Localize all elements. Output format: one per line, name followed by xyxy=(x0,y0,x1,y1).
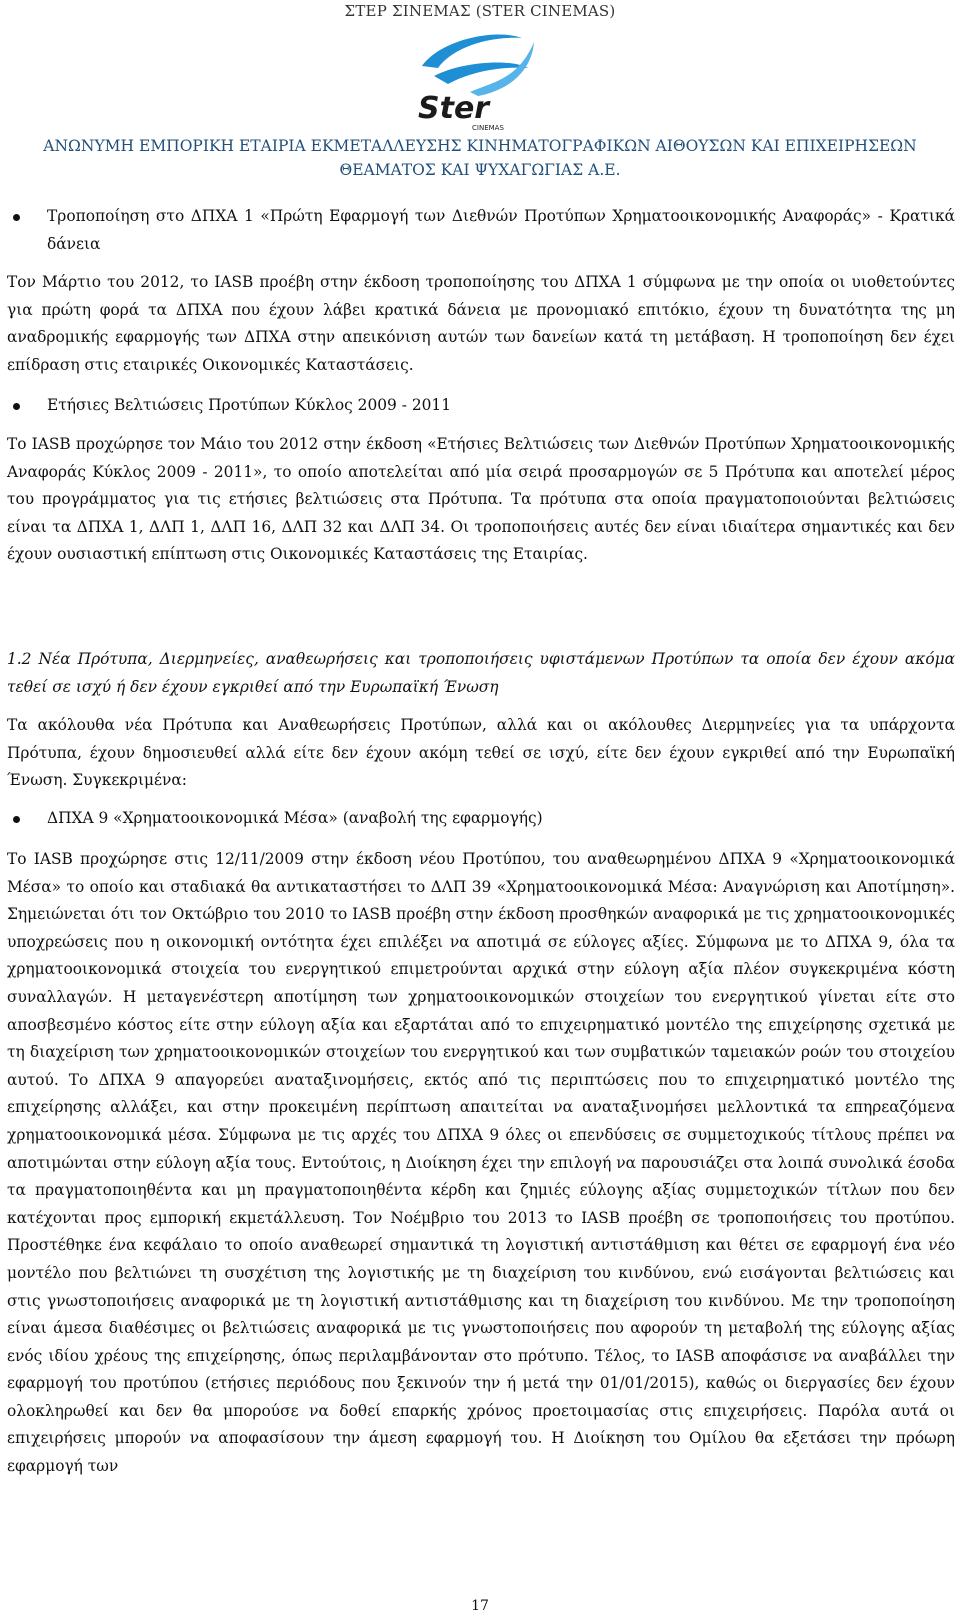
company-title-line1: ΑΝΩΝΥΜΗ ΕΜΠΟΡΙΚΗ ΕΤΑΙΡΙΑ ΕΚΜΕΤΑΛΛΕΥΣΗΣ ΚΙΝΗΜΑΤΟΓΡΑΦΙΚΩΝ ΑΙΘΟΥΣΩΝ ΚΑΙ ΕΠΙΧΕΙΡΗΣΕΩΝ xyxy=(43,137,917,155)
page-number: 17 xyxy=(471,1598,489,1614)
paragraph-government-loans: Τον Μάρτιο του 2012, το IASB προέβη στην έκδοση τροποποίησης του ΔΠΧΑ 1 σύμφωνα με την οποία οι υιοθετούντες για πρώτη φορά τα ΔΠΧΑ που έχουν λάβει κρατικά δάνεια με προνομιακό επιτόκιο, έχουν τη δυνατότητα της μη αναδρομικής εφαρμογής των ΔΠΧΑ στην απεικόνιση αυτών των δανείων κατά τη μετάβαση. Η τροποποίηση δεν έχει επίδραση στις εταιρικές Οικονομικές Καταστάσεις. xyxy=(7,273,955,374)
section-heading-1-2: 1.2 Νέα Πρότυπα, Διερμηνείες, αναθεωρήσεις και τροποποιήσεις υφιστάμενων Προτύπων τα οποία δεν έχουν ακόμα τεθεί σε ισχύ ή δεν έχουν εγκριθεί από την Ευρωπαϊκή Ένωση xyxy=(7,650,955,696)
logo-subtext: CINEMAS xyxy=(472,124,504,132)
company-name: ΣΤΕΡ ΣΙΝΕΜΑΣ (STER CINEMAS) xyxy=(344,2,616,20)
paragraph-new-standards-intro: Τα ακόλουθα νέα Πρότυπα και Αναθεωρήσεις Προτύπων, αλλά και οι ακόλουθες Διερμηνείες για τα υπάρχοντα Πρότυπα, έχουν δημοσιευθεί αλλά είτε δεν έχουν ακόμη τεθεί σε ισχύ, είτε δεν έχουν εγκριθεί από την Ευρωπαϊκή Ένωση. Συγκεκριμένα: xyxy=(7,716,955,790)
bullet-item-annual-improvements: Ετήσιες Βελτιώσεις Προτύπων Κύκλος 2009 - 2011 xyxy=(47,396,452,414)
logo-wordmark: Ster xyxy=(418,91,490,126)
bullet-icon xyxy=(13,816,20,823)
company-full-title xyxy=(0,134,960,182)
bullet-item-ifrs9: ΔΠΧΑ 9 «Χρηματοοικονομικά Μέσα» (αναβολή της εφαρμογής) xyxy=(47,809,543,827)
company-title-line2: ΘΕΑΜΑΤΟΣ ΚΑΙ ΨΥΧΑΓΩΓΙΑΣ Α.Ε. xyxy=(339,161,621,179)
bullet-item-ifrs1-amendment: Τροποποίηση στο ΔΠΧΑ 1 «Πρώτη Εφαρμογή των Διεθνών Προτύπων Χρηματοοικονομικής Αναφοράς» - Κρατικά δάνεια xyxy=(47,207,955,253)
paragraph-ifrs9: Το IASB προχώρησε στις 12/11/2009 στην έκδοση νέου Προτύπου, του αναθεωρημένου ΔΠΧΑ 9 «Χρηματοοικονομικά Μέσα» το οποίο και σταδιακά θα αντικαταστήσει το ΔΛΠ 39 «Χρηματοοικονομικά Μέσα: Αναγνώριση και Αποτίμηση». Σημειώνεται ότι τον Οκτώβριο του 2010 το IASB προέβη στην έκδοση προσθηκών αναφορικά με τις χρηματοοικονομικές υποχρεώσεις που η οικονομική οντότητα έχει επιλέξει να αποτιμά σε εύλογες αξίες. Σύμφωνα με το ΔΠΧΑ 9, όλα τα χρηματοοικονομικά στοιχεία του ενεργητικού επιμετρούνται αρχικά στην εύλογη αξία πλέον συγκεκριμένα κόστη συναλλαγών. Η μεταγενέστερη αποτίμηση των χρηματοοικονομικών στοιχείων του ενεργητικού γίνεται είτε στο αποσβεσμένο κόστος είτε στην εύλογη αξία και εξαρτάται από το επιχειρηματικό μοντέλο της επιχείρησης σχετικά με τη διαχείριση των χρηματοοικονομικών στοιχείων του ενεργητικού και των συμβατικών ταμειακών ροών του στοιχείου αυτού. Το ΔΠΧΑ 9 απαγορεύει αναταξινομήσεις, εκτός από τις περιπτώσεις που το επιχειρηματικό μοντέλο της επιχείρησης αλλάξει, και στην προκειμένη περίπτωση απαιτείται να αναταξινομήσει μελλοντικά τα επηρεαζόμενα χρηματοοικονομικά μέσα. Σύμφωνα με τις αρχές του ΔΠΧΑ 9 όλες οι επενδύσεις σε συμμετοχικούς τίτλους πρέπει να αποτιμώνται στην εύλογη αξία τους. Εντούτοις, η Διοίκηση έχει την επιλογή να παρουσιάζει στα λοιπά συνολικά έσοδα τα πραγματοποιηθέντα και μη πραγματοποιηθέντα κέρδη και ζημιές εύλογης αξίας συμμετοχικών τίτλων που δεν κατέχονται προς εμπορική εκμετάλλευση. Τον Νοέμβριο του 2013 το IASB προέβη σε τροποποιήσεις του προτύπου. Προστέθηκε ένα κεφάλαιο το οποίο αναθεωρεί σημαντικά τη λογιστική αντιστάθμιση και θέτει σε εφαρμογή ένα νέο μοντέλο που βελτιώνει τη συσχέτιση της λογιστικής με τη διαχείριση του κινδύνου, ενώ εισάγονται βελτιώσεις και στις γνωστοποιήσεις αναφορικά με τη λογιστική αντιστάθμισης και τη διαχείριση του κινδύνου. Με την τροποποίηση είναι άμεσα διαθέσιμες οι βελτιώσεις αναφορικά με τις γνωστοποιήσεις που αφορούν τη μεταβολή της εύλογης αξίας ενός ιδίου χρέους της επιχείρησης, όπως περιλαμβάνονταν στο πρότυπο. Τέλος, το IASB αποφάσισε να αναβάλλει την εφαρμογή του προτύπου (ετήσιες περιόδους που ξεκινούν την ή μετά την 01/01/2015), καθώς οι διεργασίες δεν έχουν ολοκληρωθεί και δεν θα μπορούσε να δοθεί επαρκής χρόνος προετοιμασίας στις επιχειρήσεις. Παρόλα αυτά οι επιχειρήσεις μπορούν να αποφασίσουν την άμεση εφαρμογή του. Η Διοίκηση του Ομίλου θα εξετάσει την πρόωρη εφαρμογή των xyxy=(7,850,955,1476)
bullet-icon xyxy=(13,214,20,221)
bullet-icon xyxy=(13,403,20,410)
ster-cinemas-logo xyxy=(400,22,560,134)
paragraph-annual-improvements: Το IASB προχώρησε τον Μάιο του 2012 στην έκδοση «Ετήσιες Βελτιώσεις των Διεθνών Προτύπων Χρηματοοικονομικής Αναφοράς Κύκλος 2009 - 2011», το οποίο αποτελείται από μία σειρά προσαρμογών σε 5 Πρότυπα και αποτελεί μέρος του προγράμματος για τις ετήσιες βελτιώσεις στα Πρότυπα. Τα πρότυπα στα οποία πραγματοποιούνται βελτιώσεις είναι τα ΔΠΧΑ 1, ΔΛΠ 1, ΔΛΠ 16, ΔΛΠ 32 και ΔΛΠ 34. Οι τροποποιήσεις αυτές δεν είναι ιδιαίτερα σημαντικές και δεν έχουν ουσιαστική επίπτωση στις Οικονομικές Καταστάσεις της Εταιρίας. xyxy=(7,435,955,564)
